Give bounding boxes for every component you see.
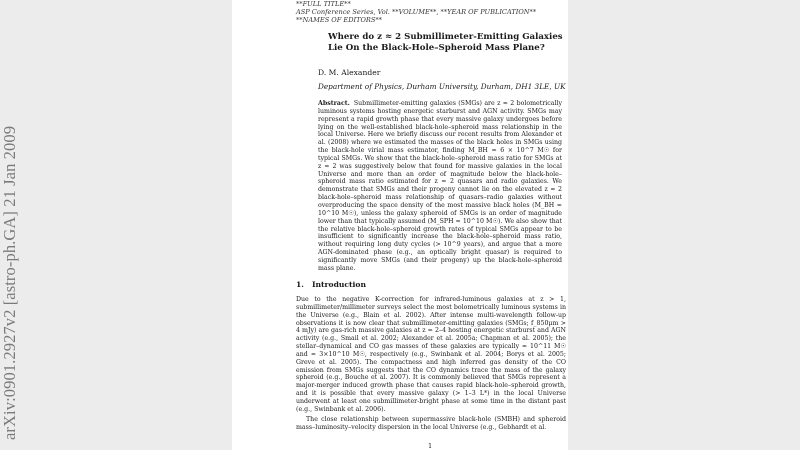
paper-title: Where do z ≈ 2 Submillimeter-Emitting Galaxies Lie On the Black-Hole–Spheroid Mass Plane? <box>328 32 563 53</box>
abstract-text: Submillimeter-emitting galaxies (SMGs) are z ≈ 2 bolometrically luminous systems hosting energetic starburst and AGN activity. SMGs may represent a rapid growth phase that every massive galaxy undergoes before lying on the well-established black-hole–spheroid mass relationship in the local Universe. Here we briefly discuss our recent results from Alexander et al. (2008) where we estimated the masses of the black holes in SMGs using the black-hole virial mass estimator, finding M_BH ≈ 6 × 10^7 M☉ for typical SMGs. We show that the black-hole–spheroid mass ratio for SMGs at z ≈ 2 was suggestively below that found for massive galaxies in the local Universe and more than an order of magnitude below the black-hole–spheroid mass ratio estimated for z ≈ 2 quasars and radio galaxies. We demonstrate that SMGs and their progeny cannot lie on the elevated z ≈ 2 black-hole–spheroid mass relationship of quasars–radio galaxies without overproducing the space density of the most massive black holes (M_BH ≈ 10^10 M☉), unless the galaxy spheroid of SMGs is an order of magnitude lower than that typically assumed (M_SPH ≈ 10^10 M☉). We also show that the relative black-hole–spheroid growth rates of typical SMGs appear to be insufficient to significantly increase the black-hole–spheroid mass ratio, without requiring long duty cycles (> 10^9 years), and argue that a more AGN-dominated phase (e.g., an optically bright quasar) is required to significantly move SMGs (and their progeny) up the black-hole–spheroid mass plane. <box>318 100 562 272</box>
body-text <box>296 296 566 431</box>
arxiv-stamp: arXiv:0901.2927v2 [astro-ph.GA] 21 Jan 2009 <box>0 125 19 440</box>
conference-header <box>296 0 536 25</box>
paper-page <box>232 0 568 450</box>
author-name: D. M. Alexander <box>318 68 381 77</box>
section-heading <box>296 280 366 289</box>
header-editors: **NAMES OF EDITORS** <box>296 16 382 25</box>
section-number: 1. <box>296 280 304 289</box>
author-affiliation: Department of Physics, Durham University, Durham, DH1 3LE, UK <box>318 82 566 91</box>
header-series: ASP Conference Series, Vol. **VOLUME**, **YEAR OF PUBLICATION** <box>296 8 537 17</box>
header-full-title: **FULL TITLE** <box>296 0 351 8</box>
abstract <box>318 100 562 273</box>
paragraph: Due to the negative K-correction for infrared-luminous galaxies at z > 1, submillimeter/millimeter surveys select the most bolometrically luminous systems in the Universe (e.g., Blain et al. 2002). After intense multi-wavelength follow-up observations it is now clear that submillimeter-emitting galaxies (SMGs; f_850μm > 4 mJy) are gas-rich massive galaxies at z ≈ 2–4 hosting energetic starburst and AGN activity (e.g., Smail et al. 2002; Alexander et al. 2005a; Chapman et al. 2005); the stellar–dynamical and CO gas masses of these galaxies are typically ≈ 10^11 M☉ and ≈ 3×10^10 M☉, respectively (e.g., Swinbank et al. 2004; Borys et al. 2005; Greve et al. 2005). The compactness and high inferred gas density of the CO emission from SMGs suggests that the CO dynamics trace the mass of the galaxy spheroid (e.g., Bouche et al. 2007). It is commonly believed that SMGs represent a major-merger induced growth phase that causes rapid black-hole–spheroid growth, and it is possible that every massive galaxy (> 1–3 L*) in the local Universe underwent at least one submillimeter-bright phase at some time in the distant past (e.g., Swinbank et al. 2006). <box>296 296 566 413</box>
page-number: 1 <box>428 442 433 450</box>
paragraph: The close relationship between supermassive black-hole (SMBH) and spheroid mass–luminosity–velocity dispersion in the local Universe (e.g., Gebhardt et al. <box>296 415 566 431</box>
abstract-label: Abstract. <box>318 100 350 107</box>
section-title: Introduction <box>311 280 367 289</box>
